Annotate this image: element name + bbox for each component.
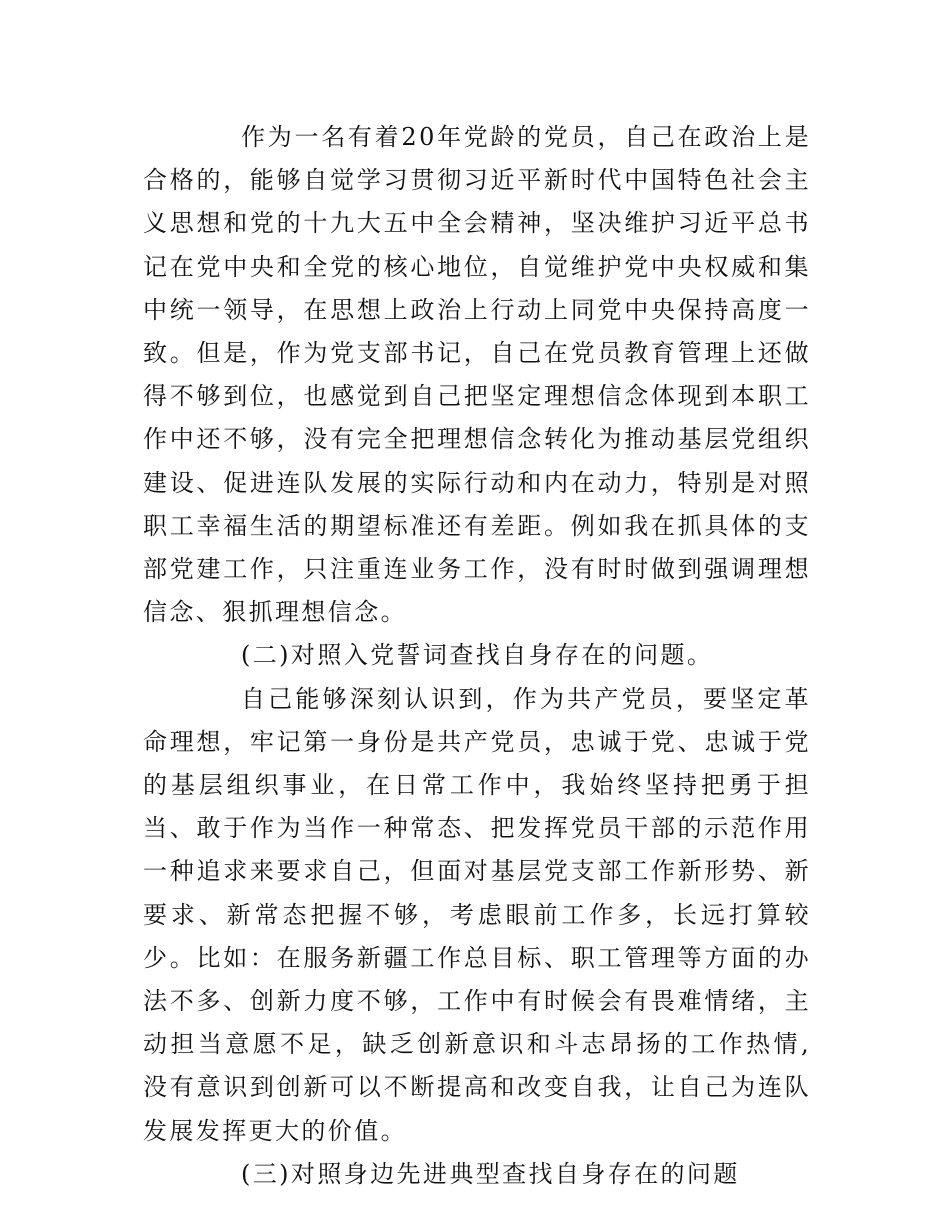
document-body	[143, 116, 811, 1196]
section-heading-2: (二)对照入党誓词查找自身存在的问题。	[241, 641, 714, 670]
body-paragraph-2: 自己能够深刻认识到，作为共产党员，要坚定革命理想，牢记第一身份是共产党员，忠诚于党、忠诚于党的基层组织事业，在日常工作中，我始终坚持把勇于担当、敢于作为当作一种常态、把发挥党员干部的示范作用一种追求来要求自己，但面对基层党支部工作新形势、新要求、新常态把握不够，考虑眼前工作多，长远打算较少。比如：在服务新疆工作总目标、职工管理等方面的办法不多、创新力度不够，工作中有时候会有畏难情绪，主动担当意愿不足，缺乏创新意识和斗志昂扬的工作热情,没有意识到创新可以不断提高和改变自我，让自己为连队发展发挥更大的价值。	[143, 684, 811, 1145]
section-heading-3: (三)对照身边先进典型查找自身存在的问题	[241, 1159, 740, 1188]
body-paragraph-1: 作为一名有着20年党龄的党员，自己在政治上是合格的，能够自觉学习贯彻习近平新时代中国特色社会主义思想和党的十九大五中全会精神，坚决维护习近平总书记在党中央和全党的核心地位，自觉维护党中央权威和集中统一领导，在思想上政治上行动上同党中央保持高度一致。但是，作为党支部书记，自己在党员教育管理上还做得不够到位，也感觉到自己把坚定理想信念体现到本职工作中还不够，没有完全把理想信念转化为推动基层党组织建设、促进连队发展的实际行动和内在动力，特别是对照职工幸福生活的期望标准还有差距。例如我在抓具体的支部党建工作，只注重连业务工作，没有时时做到强调理想信念、狠抓理想信念。	[143, 123, 811, 627]
